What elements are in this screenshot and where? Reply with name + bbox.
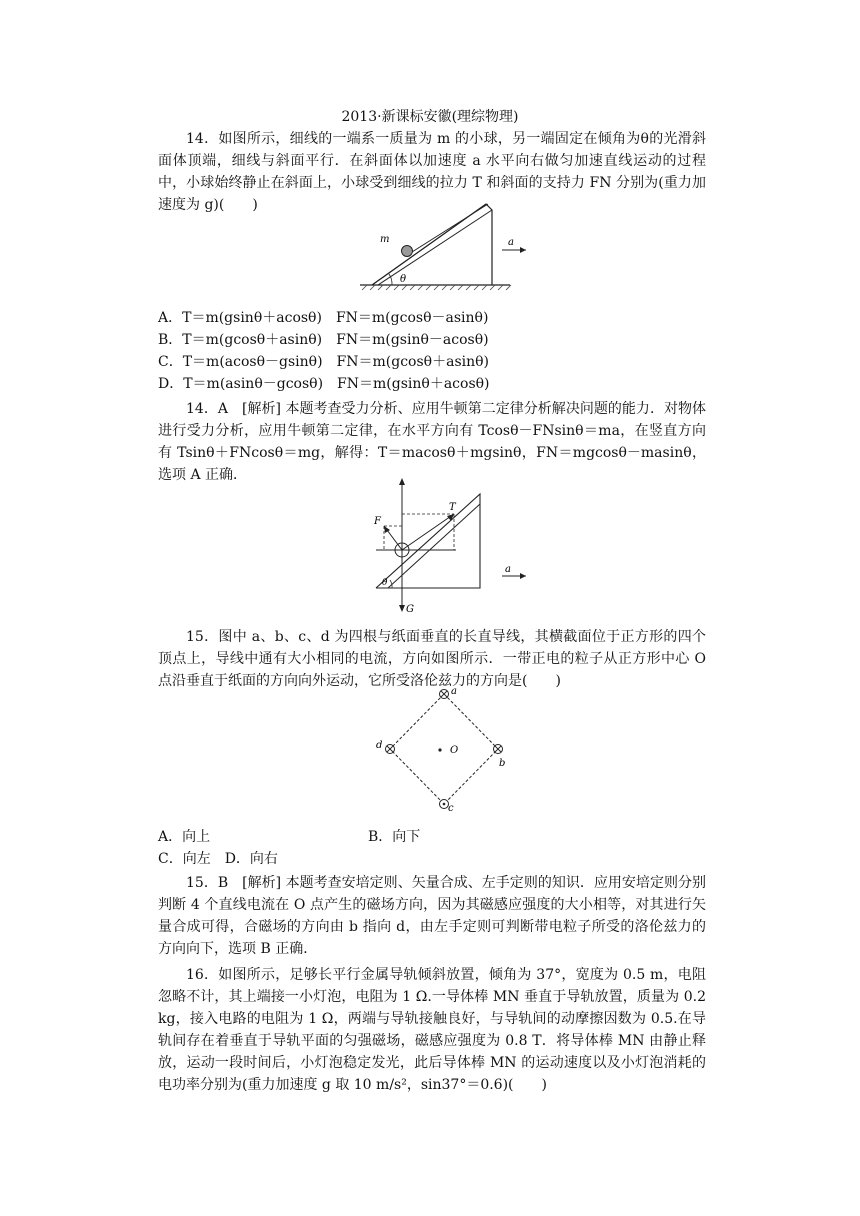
- label-a: a: [451, 686, 457, 697]
- q15-option-b: B．向下: [368, 829, 421, 845]
- question-15-stem: 15．图中 a、b、c、d 为四根与纸面垂直的长直导线，其横截面位于正方形的四个顶点上，导线中通有大小相同的电流，方向如图所示．一带正电的粒子从正方形中心 O 点沿垂直于纸面的方向向外运动，它所受洛伦兹力的方向是( ): [158, 629, 706, 689]
- question-16-stem: 16．如图所示，足够长平行金属导轨倾斜放置，倾角为 37°，宽度为 0.5 m，电阻忽略不计，其上端接一小灯泡，电阻为 1 Ω.一导体棒 MN 垂直于导轨放置，质量为 0.2 kg，接入电路的电阻为 1 Ω，两端与导轨接触良好，与导轨间的动摩擦因数为 0.5.在导轨间存在着垂直于导轨平面的匀强磁场，磁感应强度为 0.8 T．将导体棒 MN 由静止释放，运动一段时间后，小灯泡稳定发光，此后导体棒 MN 的运动速度以及小灯泡消耗的电功率分别为(重力加速度 g 取 10 m/s²，sin37°＝0.6)( ): [158, 967, 706, 1093]
- accel-label: a: [508, 237, 514, 248]
- ball-icon: [402, 246, 413, 257]
- document-title: 2013·新课标安徽(理综物理): [341, 109, 519, 125]
- question-14-stem: 14．如图所示，细线的一端系一质量为 m 的小球，另一端固定在倾角为θ的光滑斜面体顶端，细线与斜面平行．在斜面体以加速度 a 水平向右做匀加速直线运动的过程中，小球始终静止在斜面上，小球受到细线的拉力 T 和斜面的支持力 FN 分别为(重力加速度为 g)( ): [158, 131, 706, 213]
- force-angle-label: θ: [382, 578, 388, 588]
- fn-label: F: [374, 516, 381, 527]
- label-o: O: [450, 745, 459, 756]
- angle-label: θ: [400, 274, 407, 285]
- label-c: c: [448, 803, 454, 814]
- q15-answer-analysis: 15．B [解析] 本题考查安培定则、矢量合成、左手定则的知识．应用安培定则分别判断 4 个直线电流在 O 点产生的磁场方向，因为其磁感应强度的大小相等，对其进行矢量合成可得，合磁场的方向由 b 指向 d，由左手定则可判断带电粒子所受的洛伦兹力的方向向下，选项 B 正确．: [158, 875, 706, 957]
- g-label: G: [406, 604, 414, 615]
- label-b: b: [499, 758, 506, 769]
- q15-option-a: A．向上: [158, 829, 211, 845]
- mass-label: m: [380, 234, 390, 245]
- q14-answer-analysis: 14．A [解析] 本题考查受力分析、应用牛顿第二定律分析解决问题的能力．对物体进行受力分析，应用牛顿第二定律，在水平方向有 Tcosθ－FNsinθ＝ma，在竖直方向有 Tsinθ＋FNcosθ＝mg，解得：T＝macosθ＋mgsinθ，FN＝mgcosθ－masinθ，选项 A 正确．: [158, 401, 706, 483]
- q14-option-a: A．T＝m(gsinθ＋acosθ) FN＝m(gcosθ－asinθ): [158, 310, 489, 326]
- force-diagram-figure: [362, 470, 552, 618]
- q15-option-cd: C．向左 D．向右: [158, 851, 278, 867]
- center-point-icon: [438, 748, 441, 751]
- wire-square-figure: [370, 684, 520, 814]
- t-label: T: [449, 502, 456, 513]
- q14-option-b: B．T＝m(gcosθ＋asinθ) FN＝m(gsinθ－acosθ): [158, 332, 489, 348]
- force-accel-label: a: [505, 564, 511, 575]
- label-d: d: [376, 740, 383, 751]
- incline-figure: [352, 196, 532, 296]
- q14-option-d: D．T＝m(asinθ－gcosθ) FN＝m(gsinθ＋acosθ): [158, 376, 490, 392]
- q14-option-c: C．T＝m(acosθ－gsinθ) FN＝m(gcosθ＋asinθ): [158, 354, 490, 370]
